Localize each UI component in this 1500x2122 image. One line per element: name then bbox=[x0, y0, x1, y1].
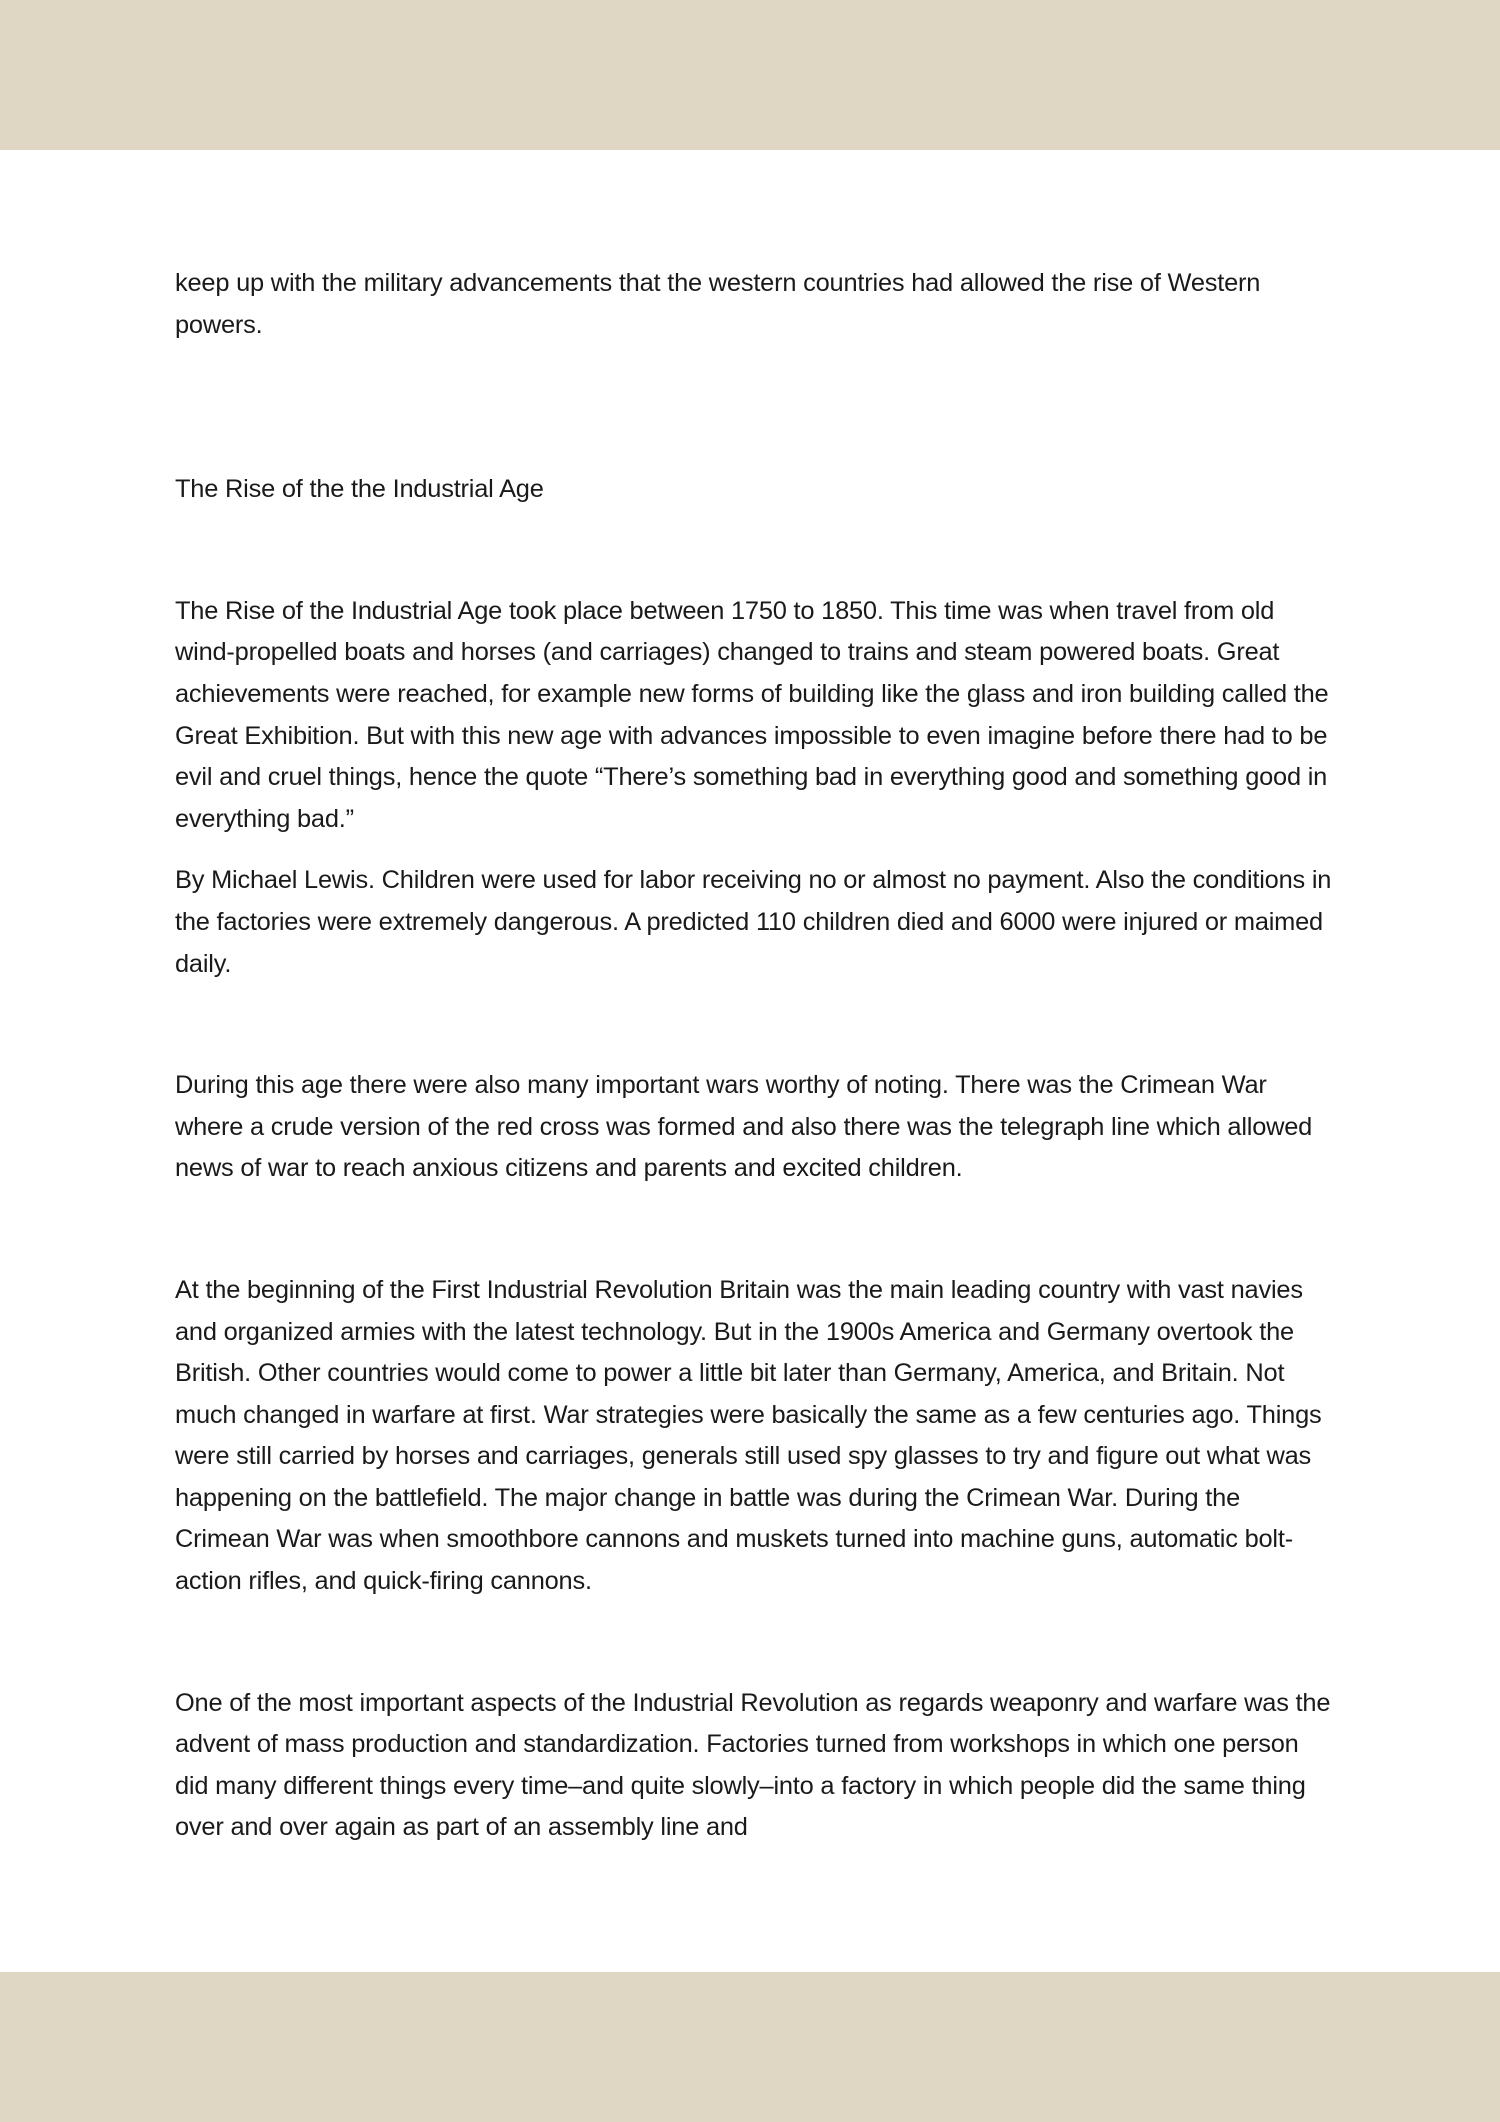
paragraph-wars: During this age there were also many important wars worthy of noting. There was the Crimean War where a crude version of the red cross was formed and also there was the telegraph line which allowed news of war to reach anxious citizens and parents and excited children. bbox=[175, 1071, 1313, 1183]
continuation-paragraph: keep up with the military advancements that the western countries had allowed the rise of Western powers. bbox=[175, 269, 1261, 339]
paragraph-industrial-age: The Rise of the Industrial Age took place between 1750 to 1850. This time was when travel from old wind-propelled boats and horses (and carriages) changed to trains and steam powered boats. Great achievements were reached, for example new forms of building like the glass and iron building called the Great Exhibition. But with this new age with advances impossible to even imagine before there had to be evil and cruel things, hence the quote “There’s something bad in everything good and something good in everything bad.” bbox=[175, 596, 1329, 833]
bottom-margin-band bbox=[0, 1972, 1500, 2122]
paragraph-first-industrial-revolution: At the beginning of the First Industrial Revolution Britain was the main leading country with vast navies and organized armies with the latest technology. But in the 1900s America and Germany overtook the British. Other countries would come to power a little bit later than Germany, America, and Britain. Not much changed in warfare at first. War strategies were basically the same as a few centuries ago. Things were still carried by horses and carriages, generals still used spy glasses to try and figure out what was happening on the battlefield. The major change in battle was during the Crimean War. During the Crimean War was when smoothbore cannons and muskets turned into machine guns, automatic bolt-action rifles, and quick-firing cannons. bbox=[175, 1275, 1322, 1596]
document-body bbox=[175, 263, 1335, 1849]
paragraph-mass-production: One of the most important aspects of the Industrial Revolution as regards weaponry and warfare was the advent of mass production and standardization. Factories turned from workshops in which one person did many different things every time–and quite slowly–into a factory in which people did the same thing over and over again as part of an assembly line and bbox=[175, 1688, 1331, 1842]
top-margin-band bbox=[0, 0, 1500, 150]
paragraph-child-labor: By Michael Lewis. Children were used for labor receiving no or almost no payment. Also the conditions in the factories were extremely dangerous. A predicted 110 children died and 6000 were injured or maimed daily. bbox=[175, 866, 1332, 978]
section-heading: The Rise of the the Industrial Age bbox=[175, 475, 544, 504]
